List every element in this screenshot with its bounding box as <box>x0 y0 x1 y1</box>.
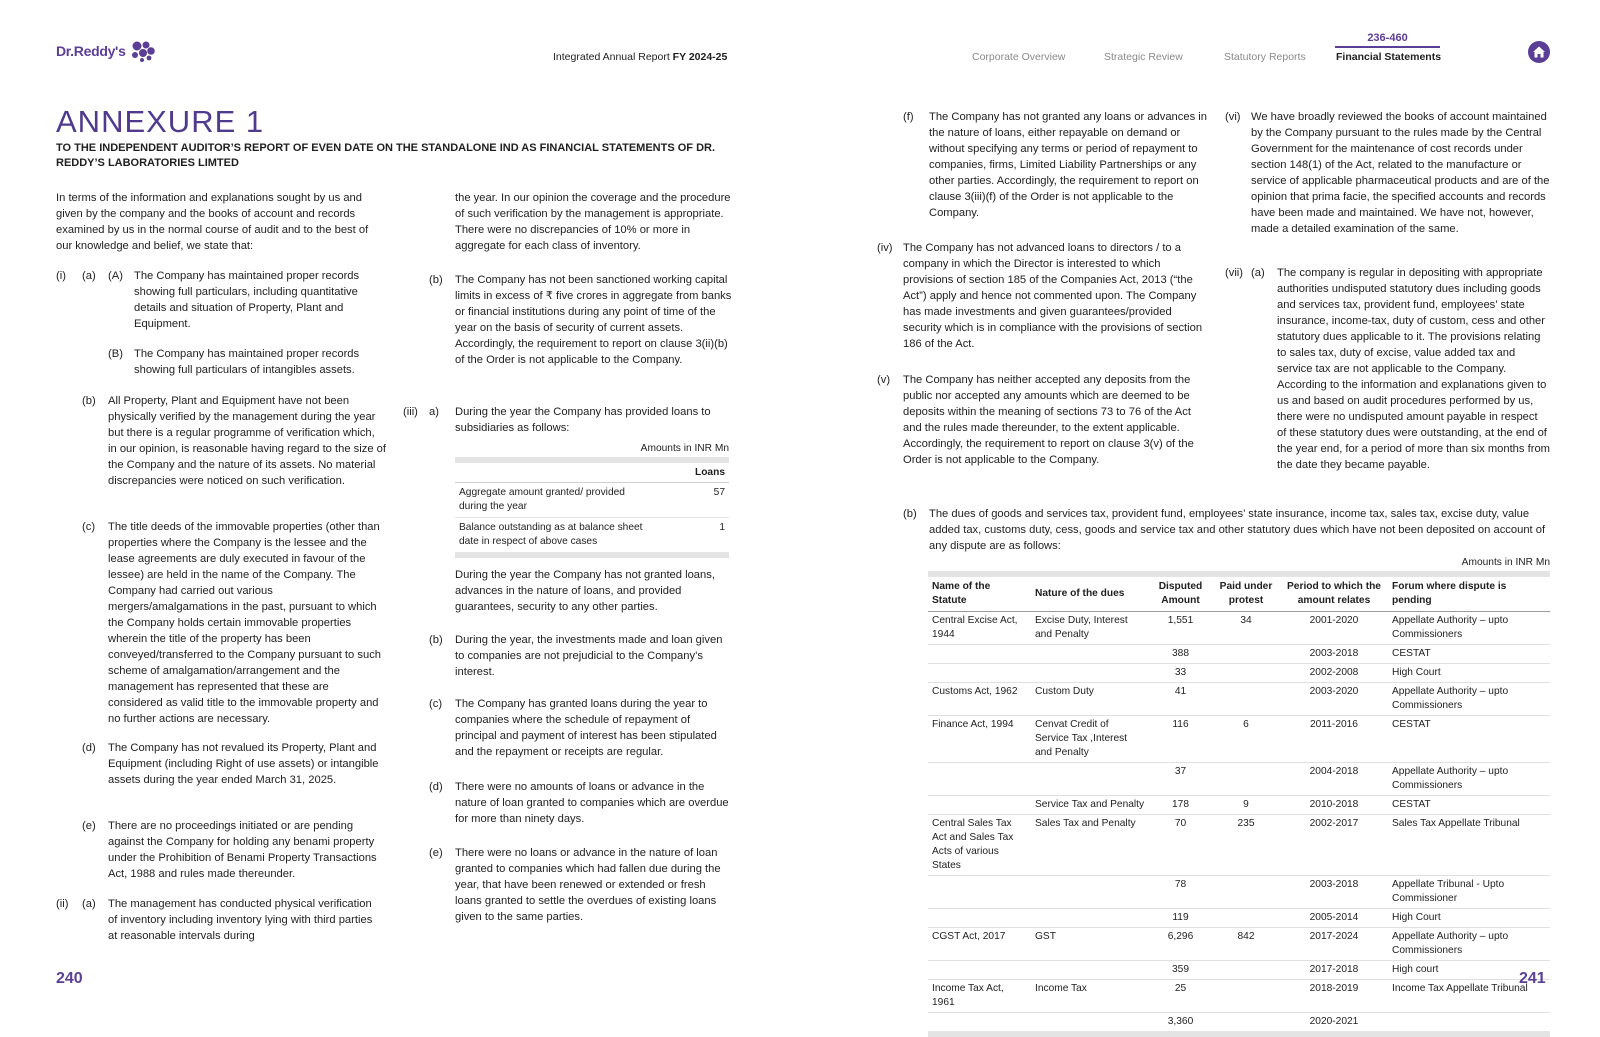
table-cell <box>1031 961 1149 980</box>
clause-iia-text: The management has conducted physical verification of inventory including inventory lying with third parties at reasonable intervals during <box>108 898 373 942</box>
clause-ie-text: There are no proceedings initiated or are pending against the Company for holding any benami property under the Prohibition of Benami Property Transactions Act, 1988 and rules made thereunder. <box>108 820 377 880</box>
table-cell: 9 <box>1212 796 1280 815</box>
table-cell: High court <box>1388 961 1550 980</box>
table-cell: 34 <box>1240 615 1252 626</box>
table-cell: Appellate Authority – upto Commissioners <box>1388 928 1550 961</box>
table-cell: 359 <box>1149 961 1212 980</box>
clause-iv-label: (iv) <box>877 242 893 254</box>
nav-corporate-overview[interactable]: Corporate Overview <box>972 51 1066 63</box>
table-cell: 41 <box>1149 683 1212 716</box>
table-cell: 2002-2008 <box>1280 664 1388 683</box>
page-number-right: 241 <box>1519 970 1546 987</box>
table-cell: 2017-2024 <box>1280 928 1388 961</box>
table-cell: 70 <box>1149 815 1212 876</box>
dues-table-body <box>928 612 1550 1035</box>
dues-units: Amounts in INR Mn <box>1461 557 1550 568</box>
table-cell: CESTAT <box>1388 645 1550 664</box>
table-cell: 1,551 <box>1167 615 1194 626</box>
loans-table-header <box>455 460 729 483</box>
clause-iiie-label: (e) <box>429 847 443 859</box>
clause-v-text: The Company has neither accepted any deposits from the public nor accepted any amounts which are deemed to be deposits within the meaning of sections 73 to 76 of the Act and the rules made thereunder, to the extent applicable. Accordingly, the requirement to report on clause 3(v) of the Order is not applicable to the Company. <box>903 374 1194 466</box>
table-row <box>928 961 1550 980</box>
table-cell: CESTAT <box>1388 796 1550 815</box>
loans-table <box>455 457 729 558</box>
table-row <box>455 483 729 518</box>
table-row <box>928 664 1550 683</box>
clause-iiib-text: During the year, the investments made and loan given to companies are not prejudicial to the Company’s interest. <box>455 634 723 678</box>
table-cell <box>1031 763 1149 796</box>
loans-units: Amounts in INR Mn <box>640 443 729 454</box>
table-cell <box>928 664 1031 683</box>
table-row <box>928 815 1550 876</box>
clause-iiia-label: a) <box>429 406 439 418</box>
dues-table-header <box>928 574 1550 612</box>
table-cell: 842 <box>1212 928 1280 961</box>
table-cell: 2017-2018 <box>1280 961 1388 980</box>
loans-header: Loans <box>653 460 729 483</box>
table-cell <box>1212 961 1280 980</box>
table-row <box>928 909 1550 928</box>
table-cell: Central Sales Tax Act and Sales Tax Acts of various States <box>928 815 1031 876</box>
annexure-subtitle: TO THE INDEPENDENT AUDITOR’S REPORT OF EVEN DATE ON THE STANDALONE IND AS FINANCIAL STATEMENTS OF DR. REDDY’S LABORATORIES LIMTED <box>56 142 716 169</box>
clause-id-label: (d) <box>82 742 96 754</box>
table-cell: 388 <box>1149 645 1212 664</box>
report-fy: FY 2024-25 <box>672 51 728 63</box>
table-cell: 6,296 <box>1149 928 1212 961</box>
table-cell: Service Tax and Penalty <box>1031 796 1149 815</box>
table-cell <box>928 796 1031 815</box>
clause-iiid-text: There were no amounts of loans or advance in the nature of loan granted to companies which are overdue for more than ninety days. <box>455 781 729 825</box>
table-cell: 25 <box>1149 980 1212 1013</box>
table-cell: Income Tax Appellate Tribunal <box>1388 980 1550 1013</box>
clause-iv-text: The Company has not advanced loans to directors / to a company in which the Director is interested to which provisions of section 185 of the Companies Act, 2013 (“the Act”) apply and hence not commented upon. The Company has made investments and given guarantees/provided security which is in compliance with the provisions of section 186 of the Act. <box>903 242 1203 350</box>
table-cell: 2020-2021 <box>1280 1013 1388 1035</box>
clause-ib-label: (b) <box>82 395 96 407</box>
clause-iia-label: (a) <box>82 898 96 910</box>
table-row <box>928 716 1550 763</box>
table-row <box>928 1013 1550 1035</box>
table-cell: High Court <box>1388 664 1550 683</box>
clause-iiib-label: (b) <box>429 634 443 646</box>
table-cell: Excise Duty, Interest and Penalty <box>1035 615 1128 640</box>
loans-header-blank <box>455 460 653 483</box>
table-cell: Sales Tax and Penalty <box>1031 815 1149 876</box>
clause-ib-text: All Property, Plant and Equipment have not been physically verified by the management during the year but there is a regular programme of verification which, in our opinion, is reasonable having regard to the size of the Company and the nature of its assets. No material discrepancies were noticed on such verification. <box>108 395 386 487</box>
table-cell: Appellate Authority – upto Commissioners <box>1388 763 1550 796</box>
clause-id-text: The Company has not revalued its Property, Plant and Equipment (including Right of use assets) or intangible assets during the year ended March 31, 2025. <box>108 742 379 786</box>
table-cell: Income Tax <box>1031 980 1149 1013</box>
logo-mark-icon <box>130 40 156 62</box>
clause-viia-label: (a) <box>1251 267 1265 279</box>
table-cell: 178 <box>1149 796 1212 815</box>
table-cell: 2004-2018 <box>1280 763 1388 796</box>
clause-iaA-label: (A) <box>108 270 123 282</box>
table-row <box>928 763 1550 796</box>
table-cell: Appellate Authority – upto Commissioners <box>1388 683 1550 716</box>
clause-iiid-label: (d) <box>429 781 443 793</box>
table-row <box>928 980 1550 1013</box>
table-cell: Custom Duty <box>1031 683 1149 716</box>
table-cell <box>1388 1013 1550 1035</box>
table-row <box>928 645 1550 664</box>
page-range: 236-460 <box>1335 32 1440 48</box>
table-cell: CESTAT <box>1388 716 1550 763</box>
table-cell <box>1212 980 1280 1013</box>
table-cell <box>1212 876 1280 909</box>
clause-vii-label: (vii) <box>1225 267 1244 279</box>
report-title-text: Integrated Annual Report <box>553 51 673 63</box>
table-cell: Sales Tax Appellate Tribunal <box>1388 815 1550 876</box>
clause-ic-label: (c) <box>82 521 96 533</box>
table-cell: 2003-2018 <box>1280 645 1388 664</box>
table-cell <box>928 1013 1031 1035</box>
table-cell: High Court <box>1388 909 1550 928</box>
table-cell: Finance Act, 1994 <box>928 716 1031 763</box>
table-cell: 116 <box>1149 716 1212 763</box>
clause-viib-text: The dues of goods and services tax, provident fund, employees’ state insurance, income tax, sales tax, excise duty, value added tax, customs duty, cess, goods and service tax and other statutory dues which have not been deposited on account of any dispute are as follows: <box>929 508 1546 552</box>
nav-statutory-reports[interactable]: Statutory Reports <box>1224 51 1306 63</box>
clause-ii-label: (ii) <box>56 898 69 910</box>
table-cell: 2018-2019 <box>1280 980 1388 1013</box>
table-cell <box>928 763 1031 796</box>
table-cell: 2011-2016 <box>1280 716 1388 763</box>
table-cell <box>1212 763 1280 796</box>
table-row <box>928 683 1550 716</box>
table-cell <box>928 909 1031 928</box>
table-row <box>928 796 1550 815</box>
clause-iii-label: (iii) <box>403 406 418 418</box>
clause-iiif-label: (f) <box>903 111 914 123</box>
clause-iia-continued: the year. In our opinion the coverage and the procedure of such verification by the management is appropriate. There were no discrepancies of 10% or more in aggregate for each class of inventory. <box>455 192 731 252</box>
table-row <box>928 876 1550 909</box>
table-cell: 2010-2018 <box>1280 796 1388 815</box>
clause-iiif-text: The Company has not granted any loans or advances in the nature of loans, either repayable on demand or without specifying any terms or period of repayment to companies, firms, Limited Liability Partnerships or any other parties. Accordingly, the requirement to report on clause 3(iii)(f) of the Order is not applicable to the Company. <box>929 111 1207 219</box>
clause-vi-label: (vi) <box>1225 111 1241 123</box>
col-header-nature: Nature of the dues <box>1031 574 1149 612</box>
table-cell <box>1212 645 1280 664</box>
clause-i-label: (i) <box>56 270 66 282</box>
table-cell <box>1212 664 1280 683</box>
loans-row-value: 1 <box>653 518 729 556</box>
table-cell: Appellate Authority – upto Commissioners <box>1392 615 1509 640</box>
clause-iiie-text: There were no loans or advance in the nature of loan granted to companies which had fallen due during the year, that have been renewed or extended or fresh loans granted to settle the overdues of existing loans given to the same parties. <box>455 847 721 923</box>
col-header-paid: Paid under protest <box>1212 574 1280 612</box>
table-cell <box>928 961 1031 980</box>
loans-row-label: Aggregate amount granted/ provided during the year <box>455 483 653 518</box>
table-cell <box>1212 1013 1280 1035</box>
table-cell <box>1031 909 1149 928</box>
clause-iiic-text: The Company has granted loans during the year to companies where the schedule of repayment of principal and payment of interest has been stipulated and the repayment or receipts are regular. <box>455 698 717 758</box>
clause-iiic-label: (c) <box>429 698 443 710</box>
clause-iib-label: (b) <box>429 274 443 286</box>
nav-strategic-review[interactable]: Strategic Review <box>1104 51 1183 63</box>
table-cell: Income Tax Act, 1961 <box>928 980 1031 1013</box>
table-cell: 2003-2020 <box>1280 683 1388 716</box>
clause-iib-text: The Company has not been sanctioned working capital limits in excess of ₹ five crores in aggregate from banks or financial institutions during any point of time of the year on the basis of security of current assets. Accordingly, the requirement to report on clause 3(ii)(b) of the Order is not applicable to the Company. <box>455 274 732 366</box>
col-header-disputed: Disputed Amount <box>1149 574 1212 612</box>
table-row <box>455 518 729 556</box>
col-header-statute: Name of the Statute <box>928 574 1031 612</box>
clause-iiia-text: During the year the Company has provided loans to subsidiaries as follows: <box>455 406 711 434</box>
clause-iaB-text: The Company has maintained proper records showing full particulars of intangibles assets. <box>134 348 360 376</box>
intro-paragraph: In terms of the information and explanations sought by us and given by the company and the books of account and records examined by us in the normal course of audit and to the best of our knowledge and belief, we state that: <box>56 192 369 252</box>
company-logo[interactable] <box>56 40 156 62</box>
table-cell: 2003-2018 <box>1280 876 1388 909</box>
table-cell <box>1031 876 1149 909</box>
clause-iiia-after: During the year the Company has not granted loans, advances in the nature of loans, and provided guarantees, security to any other parties. <box>455 569 715 613</box>
table-cell: 2001-2020 <box>1309 615 1359 626</box>
table-cell <box>1031 645 1149 664</box>
table-cell: 119 <box>1149 909 1212 928</box>
table-cell <box>1031 664 1149 683</box>
table-row <box>928 928 1550 961</box>
clause-ic-text: The title deeds of the immovable properties (other than properties where the Company is the lessee and the lease agreements are duly executed in favour of the lessee) are held in the name of the Company. The Company had carried out various mergers/amalgamations in the past, pursuant to which the Company holds certain immovable properties wherein the title of the property has been conveyed/transferred to the Company pursuant to such scheme of amalgamation/arrangement and the management has represented that these are considered as valid title to the immovable property and no further actions are necessary. <box>108 521 382 725</box>
table-cell: GST <box>1031 928 1149 961</box>
annexure-title: ANNEXURE 1 <box>56 104 265 139</box>
report-title <box>553 51 727 63</box>
table-cell <box>1212 909 1280 928</box>
clause-viib-label: (b) <box>903 508 917 520</box>
clause-viia-text: The company is regular in depositing with appropriate authorities undisputed statutory dues including goods and services tax, provident fund, employees’ state insurance, income-tax, duty of custom, cess and other statutory dues applicable to it. The provisions relating to sales tax, duty of excise, value added tax and service tax are not applicable to the Company. According to the information and explanations given to us and based on audit procedures performed by us, there were no undisputed amount payable in respect of these statutory dues were outstanding, at the end of the year end, for a period of more than six months from the date they became payable. <box>1277 267 1550 471</box>
table-cell: 78 <box>1149 876 1212 909</box>
table-cell: Appellate Tribunal - Upto Commissioner <box>1388 876 1550 909</box>
table-cell: Central Excise Act, 1944 <box>932 615 1018 640</box>
brand-name: Dr.Reddy's <box>56 43 126 59</box>
table-cell: 3,360 <box>1149 1013 1212 1035</box>
table-cell <box>928 876 1031 909</box>
clause-iaA-text: The Company has maintained proper records showing full particulars, including quantitative details and situation of Property, Plant and Equipment. <box>134 270 360 330</box>
table-cell <box>928 645 1031 664</box>
table-cell: Customs Act, 1962 <box>928 683 1031 716</box>
clause-ie-label: (e) <box>82 820 96 832</box>
table-cell <box>1212 683 1280 716</box>
table-cell <box>1031 1013 1149 1035</box>
table-cell: 37 <box>1149 763 1212 796</box>
table-cell: 235 <box>1212 815 1280 876</box>
clause-v-label: (v) <box>877 374 891 386</box>
table-cell: 2002-2017 <box>1280 815 1388 876</box>
clause-iaB-label: (B) <box>108 348 123 360</box>
table-cell: 33 <box>1149 664 1212 683</box>
disputed-dues-table <box>928 571 1550 1037</box>
nav-financial-statements[interactable]: Financial Statements <box>1336 51 1442 63</box>
table-cell: 6 <box>1212 716 1280 763</box>
loans-row-value: 57 <box>653 483 729 518</box>
home-icon[interactable] <box>1527 40 1551 64</box>
loans-row-label: Balance outstanding as at balance sheet date in respect of above cases <box>455 518 653 556</box>
table-row <box>928 612 1550 645</box>
table-cell: Cenvat Credit of Service Tax ,Interest and Penalty <box>1031 716 1149 763</box>
col-header-forum: Forum where dispute is pending <box>1388 574 1550 612</box>
clause-ia-label: (a) <box>82 270 96 282</box>
clause-vi-text: We have broadly reviewed the books of account maintained by the Company pursuant to the rules made by the Central Government for the maintenance of cost records under section 148(1) of the Act, related to the manufacture or service of applicable pharmaceutical products and are of the opinion that prima facie, the specified accounts and records have been made and maintained. We have not, however, made a detailed examination of the same. <box>1251 111 1550 235</box>
col-header-period: Period to which the amount relates <box>1280 574 1388 612</box>
table-cell: CGST Act, 2017 <box>928 928 1031 961</box>
page-number-left: 240 <box>56 970 83 987</box>
table-cell: 2005-2014 <box>1280 909 1388 928</box>
